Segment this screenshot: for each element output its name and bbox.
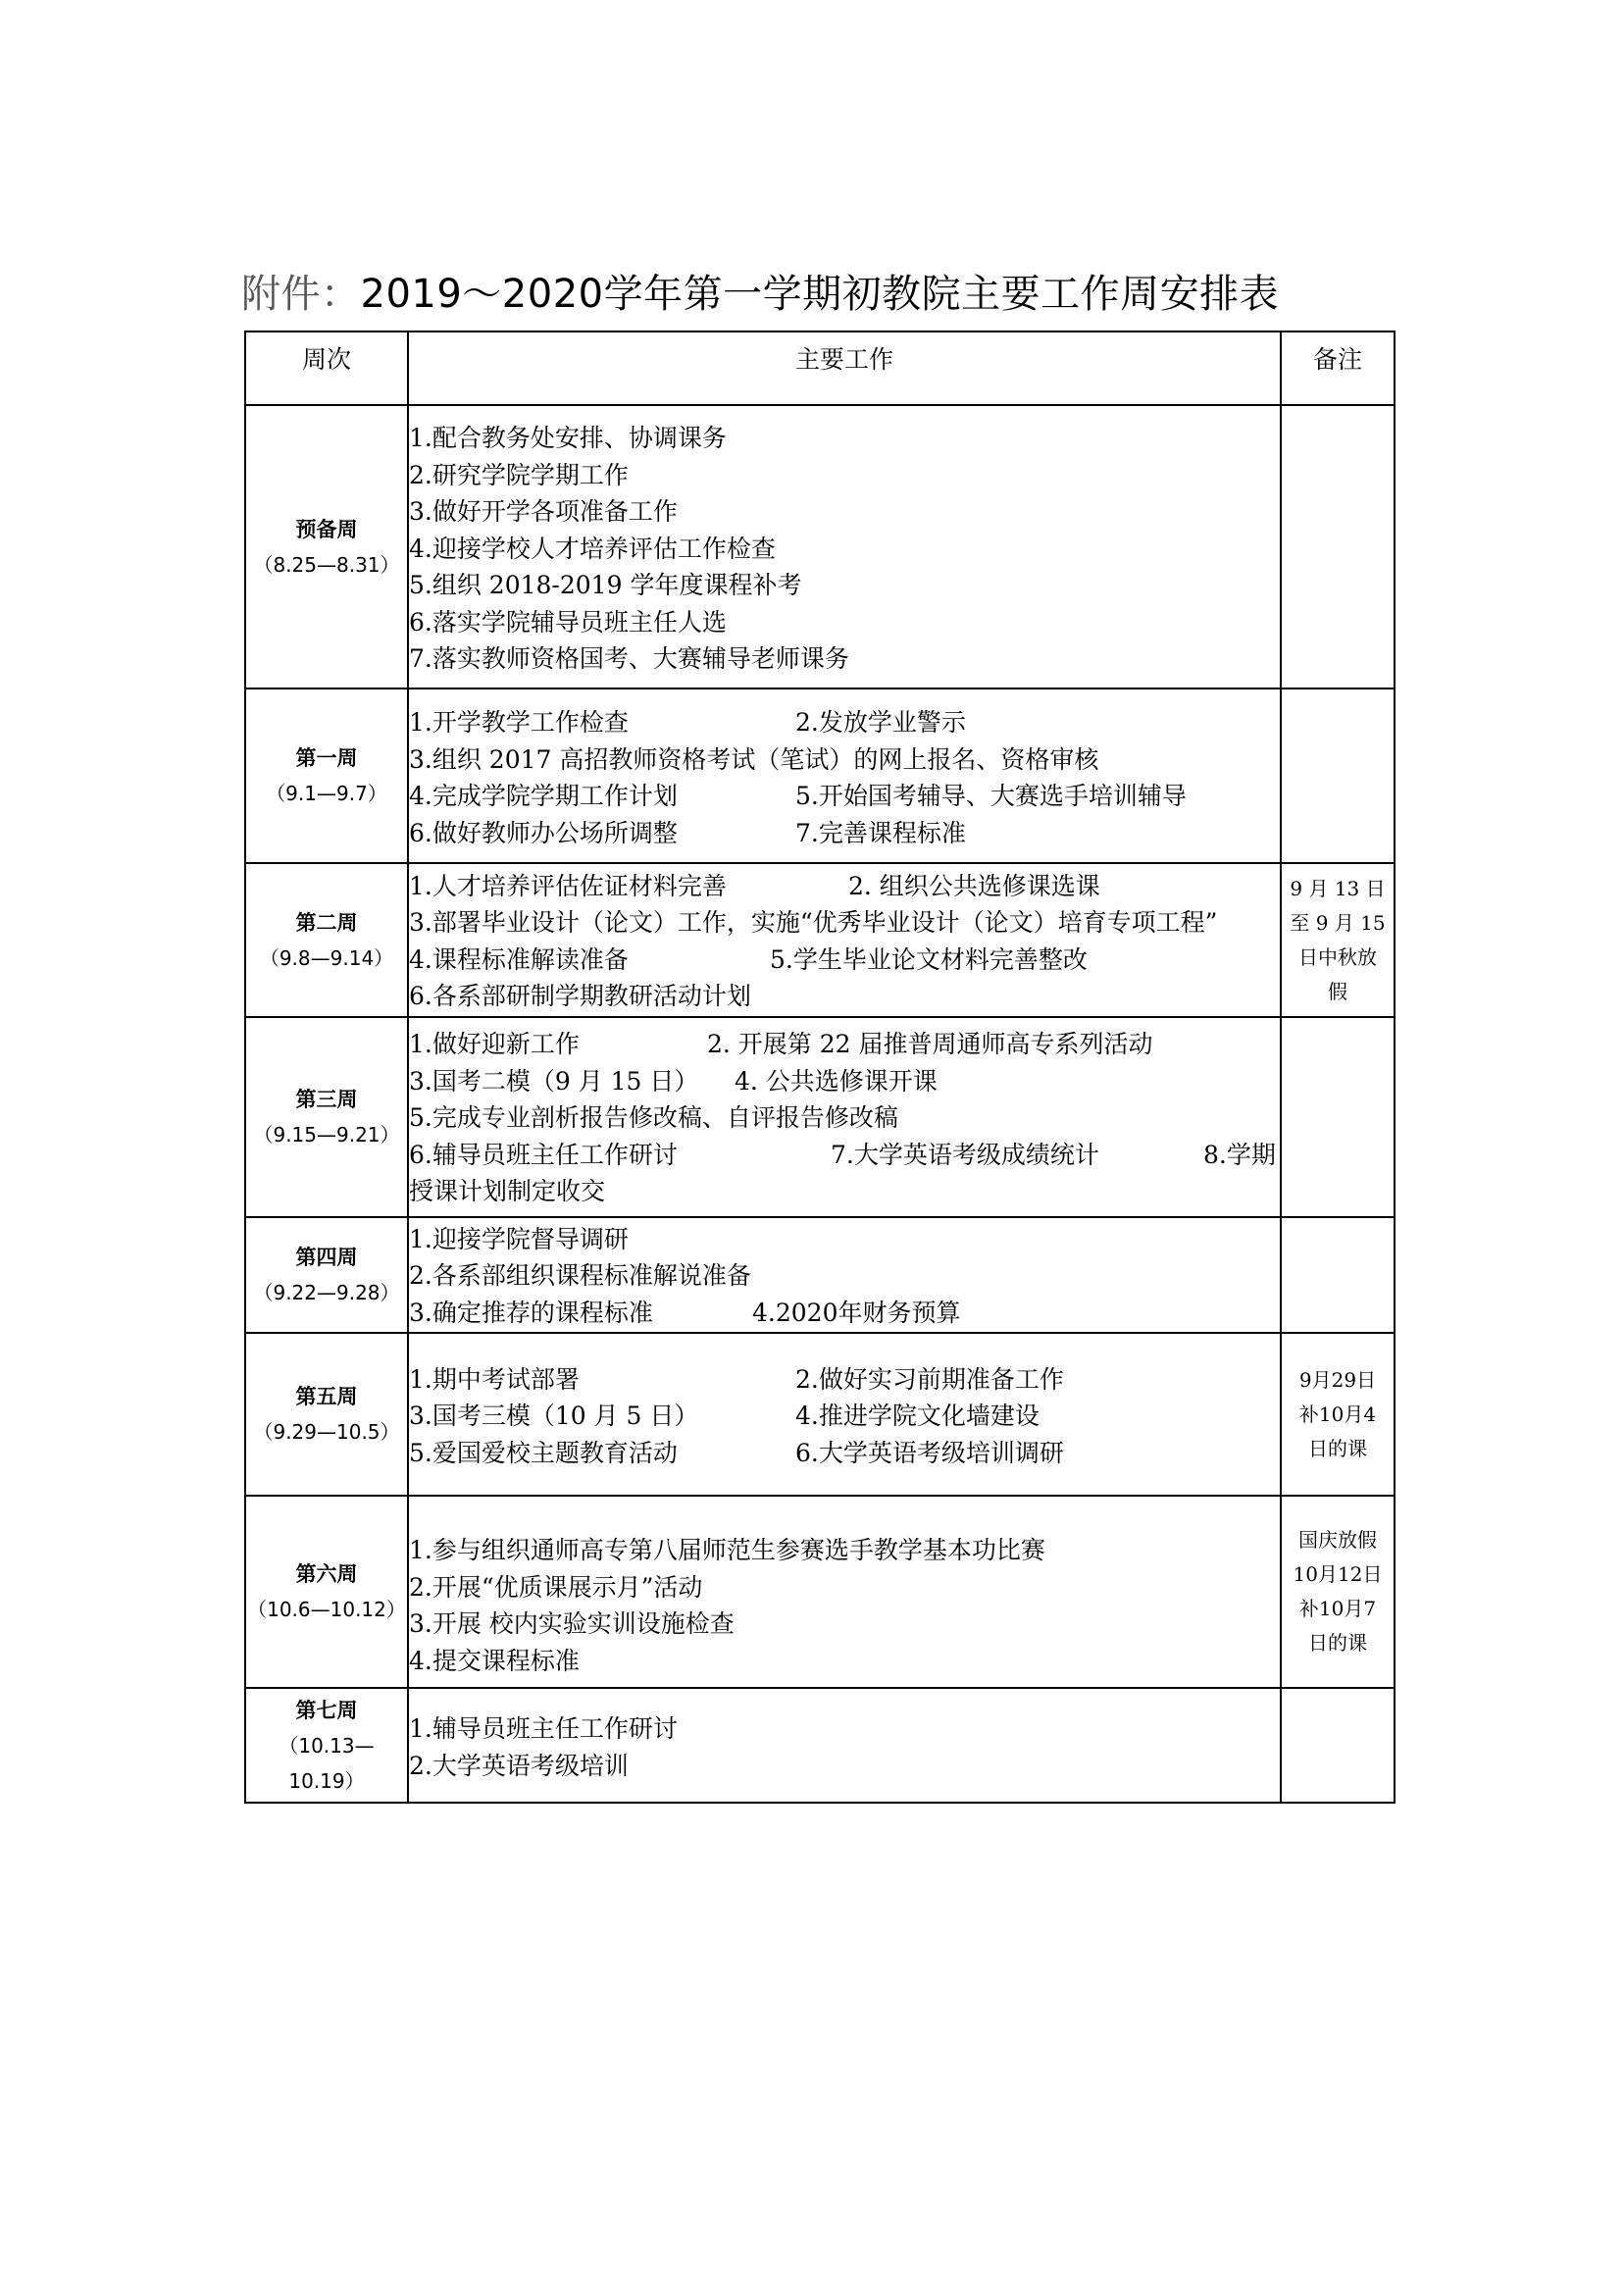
work-item: 3.组织 2017 高招教师资格考试（笔试）的网上报名、资格审核 [409, 744, 1099, 774]
note-line: 补10月7 [1298, 1597, 1377, 1620]
work-item-line [409, 531, 1280, 568]
work-item: 1.辅导员班主任工作研讨 [409, 1714, 678, 1743]
work-item-line [409, 942, 1280, 979]
header-note: 备注 [1281, 331, 1395, 405]
table-row [245, 1496, 1395, 1688]
note-cell [1281, 863, 1395, 1017]
work-item: 6.做好教师办公场所调整 [409, 818, 678, 847]
table-row [245, 688, 1395, 863]
work-item-line [409, 1606, 1280, 1643]
work-item: 2. 开展第 22 届推普周通师高专系列活动 [707, 1030, 1153, 1059]
table-row [245, 1017, 1395, 1217]
work-items-cell [408, 863, 1281, 1017]
week-name: 第七周 [295, 1698, 358, 1722]
work-item: 1.配合教务处安排、协调课务 [409, 424, 727, 453]
note-cell [1281, 1333, 1395, 1496]
note-cell [1281, 1496, 1395, 1688]
week-name: 第三周 [295, 1088, 358, 1111]
note-line: 国庆放假 [1298, 1528, 1377, 1552]
work-items-cell [408, 1688, 1281, 1803]
week-name: 预备周 [295, 517, 358, 541]
work-item: 1.期中考试部署 [409, 1364, 580, 1394]
work-item: 7.落实教师资格国考、大赛辅导老师课务 [409, 644, 849, 674]
week-dates: （10.6—10.12） [247, 1598, 406, 1621]
week-dates: （9.15—9.21） [253, 1123, 400, 1147]
work-item: 4.提交课程标准 [409, 1646, 580, 1675]
week-cell [245, 1017, 408, 1217]
work-item: 2.研究学院学期工作 [409, 460, 629, 489]
work-item-line [409, 493, 1280, 531]
week-name: 第二周 [295, 910, 358, 935]
work-item-line [409, 868, 1280, 905]
work-item-line [409, 1643, 1280, 1680]
work-item: 4.课程标准解读准备 [409, 944, 629, 974]
work-item-line [409, 741, 1280, 779]
work-item: 2.开展“优质课展示月”活动 [409, 1572, 703, 1602]
table-row [245, 1217, 1395, 1333]
work-item: 6.大学英语考级培训调研 [795, 1438, 1064, 1467]
week-cell [245, 1217, 408, 1333]
work-items-cell [408, 1017, 1281, 1217]
work-item-line [409, 640, 1280, 678]
week-dates: （9.8—9.14） [259, 945, 394, 970]
work-item: 4.2020年财务预算 [752, 1298, 961, 1327]
note-cell [1281, 1217, 1395, 1333]
table-header-row [245, 331, 1395, 405]
week-cell [245, 688, 408, 863]
work-item-line [409, 1257, 1280, 1295]
work-item: 2.发放学业警示 [795, 708, 966, 737]
work-item: 5.完成专业剖析报告修改稿、自评报告修改稿 [409, 1103, 898, 1133]
work-item: 1.参与组织通师高专第八届师范生参赛选手教学基本功比赛 [409, 1536, 1045, 1564]
week-cell [245, 863, 408, 1017]
work-item-line [409, 815, 1280, 852]
week-name: 第五周 [295, 1385, 358, 1408]
work-item: 3.部署毕业设计（论文）工作，实施“优秀毕业设计（论文）培育专项工程” [409, 908, 1218, 937]
work-item-line [409, 1361, 1280, 1399]
note-line: 9 月 13 日 [1290, 876, 1386, 900]
note-cell [1281, 405, 1395, 688]
work-item: 6.辅导员班主任工作研讨 [409, 1140, 678, 1169]
schedule-body [245, 405, 1395, 1803]
week-dates: （9.22—9.28） [253, 1281, 400, 1304]
week-cell [245, 1688, 408, 1803]
work-item: 4.迎接学校人才培养评估工作检查 [409, 534, 776, 563]
work-item-line [409, 1063, 1280, 1100]
work-item: 2.做好实习前期准备工作 [795, 1364, 1064, 1394]
work-item: 4.完成学院学期工作计划 [409, 782, 678, 810]
work-item-line [409, 1099, 1280, 1137]
work-item-line [409, 1435, 1280, 1472]
work-item: 3.确定推荐的课程标准 [409, 1298, 653, 1327]
page-title [241, 267, 1398, 322]
work-item-line [409, 778, 1280, 815]
work-item-line [409, 1748, 1280, 1785]
note-line: 补10月4 [1298, 1402, 1377, 1426]
work-item: 6.各系部研制学期教研活动计划 [409, 982, 751, 1010]
work-items-cell [408, 1217, 1281, 1333]
title-main: 2019～2020学年第一学期初教院主要工作周安排表 [360, 272, 1280, 317]
note-line: 日的课 [1308, 1436, 1367, 1460]
work-item-line [409, 567, 1280, 604]
work-item-line [409, 1221, 1280, 1258]
week-cell [245, 405, 408, 688]
note-line: 至 9 月 15 [1290, 910, 1386, 935]
week-name: 第一周 [295, 746, 358, 770]
work-item-line [409, 420, 1280, 457]
work-item: 2. 组织公共选修课选课 [848, 871, 1100, 900]
work-item: 8.学期 [1203, 1140, 1276, 1169]
work-item: 1.迎接学院督导调研 [409, 1224, 629, 1253]
work-item-line [409, 457, 1280, 494]
header-work: 主要工作 [408, 331, 1281, 405]
work-items-cell [408, 405, 1281, 688]
week-dates: （10.13—10.19） [279, 1733, 375, 1793]
week-name: 第四周 [295, 1246, 358, 1269]
work-item-line [409, 1295, 1280, 1332]
work-item: 5.学生毕业论文材料完善整改 [770, 944, 1088, 974]
work-item: 2.大学英语考级培训 [409, 1751, 629, 1780]
work-item: 4.推进学院文化墙建设 [795, 1402, 1040, 1431]
table-row [245, 863, 1395, 1017]
work-item: 7.大学英语考级成绩统计 [831, 1140, 1099, 1169]
work-item: 5.爱国爱校主题教育活动 [409, 1438, 678, 1467]
work-item: 3.国考三模（10 月 5 日） [409, 1402, 699, 1431]
work-item: 7.完善课程标准 [795, 818, 966, 847]
work-item-line [409, 978, 1280, 1015]
work-item-line [409, 904, 1280, 942]
week-dates: （8.25—8.31） [253, 552, 400, 577]
work-item-line [409, 704, 1280, 741]
header-week: 周次 [245, 331, 408, 405]
work-item: 3.做好开学各项准备工作 [409, 497, 678, 527]
work-item-line [409, 1398, 1280, 1435]
work-item: 1.做好迎新工作 [409, 1030, 580, 1059]
work-items-cell [408, 1333, 1281, 1496]
week-dates: （9.29—10.5） [253, 1420, 400, 1444]
note-cell [1281, 1688, 1395, 1803]
work-item: 授课计划制定收交 [409, 1177, 606, 1206]
note-line: 日的课 [1308, 1631, 1367, 1655]
table-row [245, 1333, 1395, 1496]
note-cell [1281, 688, 1395, 863]
work-item-line [409, 1026, 1280, 1063]
week-cell [245, 1333, 408, 1496]
work-item-line [409, 1532, 1280, 1569]
work-item-line [409, 1173, 1280, 1210]
work-item: 6.落实学院辅导员班主任人选 [409, 607, 727, 637]
work-item: 2.各系部组织课程标准解说准备 [409, 1261, 751, 1291]
work-item: 5.组织 2018-2019 学年度课程补考 [409, 571, 802, 600]
work-item-line [409, 604, 1280, 641]
work-item: 1.开学教学工作检查 [409, 708, 629, 737]
work-item: 4. 公共选修课开课 [735, 1066, 938, 1096]
work-item: 1.人才培养评估佐证材料完善 [409, 871, 727, 900]
work-items-cell [408, 688, 1281, 863]
work-item-line [409, 1137, 1280, 1174]
note-line: 假 [1328, 979, 1347, 1003]
note-line: 10月12日 [1293, 1562, 1383, 1586]
work-item-line [409, 1710, 1280, 1748]
work-item: 5.开始国考辅导、大赛选手培训辅导 [795, 782, 1187, 810]
note-cell [1281, 1017, 1395, 1217]
table-row [245, 1688, 1395, 1803]
work-item-line [409, 1569, 1280, 1606]
note-line: 9月29日 [1298, 1367, 1377, 1392]
note-line: 日中秋放 [1298, 944, 1377, 969]
table-row [245, 405, 1395, 688]
work-item: 3.国考二模（9 月 15 日） [409, 1066, 699, 1096]
work-item: 3.开展 校内实验实训设施检查 [409, 1609, 735, 1638]
week-name: 第六周 [295, 1562, 358, 1586]
work-items-cell [408, 1496, 1281, 1688]
title-prefix: 附件： [241, 272, 361, 317]
week-dates: （9.1—9.7） [266, 782, 387, 805]
weekly-schedule-table [244, 331, 1396, 1804]
week-cell [245, 1496, 408, 1688]
